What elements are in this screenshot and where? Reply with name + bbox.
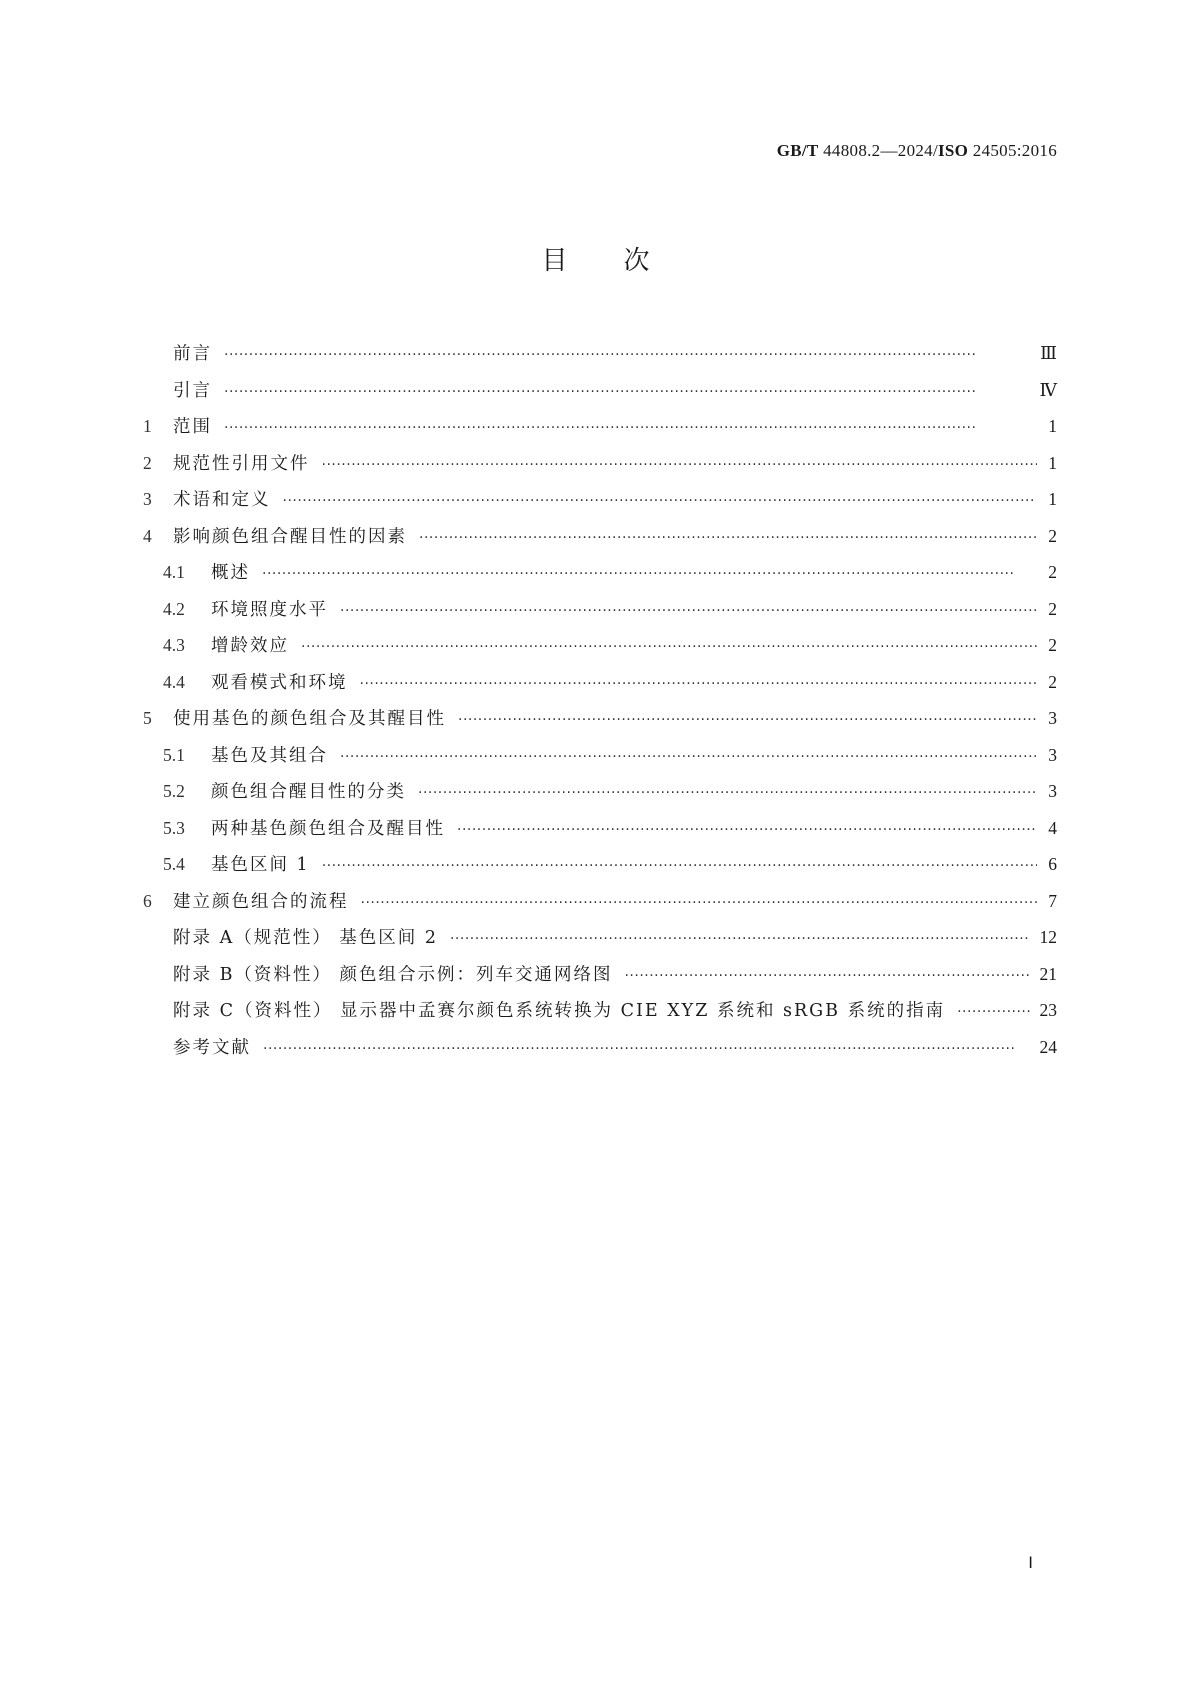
toc-entry-number: 4	[143, 525, 152, 546]
toc-entry-section-4[interactable]	[143, 523, 1057, 560]
toc-entry-number: 5.2	[163, 781, 185, 801]
toc-leader-dots	[419, 530, 1037, 546]
toc-entry-page: 21	[1039, 963, 1057, 984]
toc-leader-dots	[340, 603, 1037, 619]
toc-entry-number: 3	[143, 489, 152, 509]
toc-entry-number: 4.2	[163, 598, 185, 619]
toc-entry-4-2[interactable]	[143, 596, 1057, 633]
toc-leader-dots	[457, 822, 1037, 838]
toc-leader-dots	[450, 931, 1030, 947]
toc-entry-introduction[interactable]	[143, 377, 1057, 414]
toc-entry-5-4[interactable]	[143, 851, 1057, 888]
toc-leader-dots	[458, 712, 1037, 728]
toc-leader-dots	[224, 420, 1037, 436]
toc-entry-section-6[interactable]	[143, 888, 1057, 925]
toc-entry-label: 环境照度水平	[211, 599, 328, 620]
toc-entry-label: 基色及其组合	[211, 745, 328, 766]
toc-leader-dots	[224, 347, 1030, 363]
toc-entry-label: 使用基色的颜色组合及其醒目性	[173, 709, 446, 729]
standard-prefix: GB/T	[776, 141, 819, 160]
toc-entry-label: 增龄效应	[211, 636, 289, 656]
toc-entry-page: 3	[1048, 744, 1057, 765]
toc-entry-5-3[interactable]	[143, 815, 1057, 852]
toc-entry-page: 6	[1048, 854, 1057, 874]
toc-entry-4-3[interactable]	[143, 632, 1057, 669]
toc-entry-number: 4.4	[163, 671, 185, 692]
toc-leader-dots	[283, 493, 1038, 509]
toc-entry-page: 1	[1048, 452, 1057, 473]
toc-entry-5-2[interactable]	[143, 778, 1057, 815]
toc-entry-page: 2	[1048, 598, 1057, 619]
toc-entry-page: 23	[1039, 1000, 1057, 1020]
toc-entry-bibliography[interactable]	[143, 1034, 1057, 1071]
toc-entry-label: 观看模式和环境	[211, 672, 348, 693]
toc-entry-number: 5	[143, 708, 152, 728]
toc-leader-dots	[322, 858, 1037, 874]
toc-entry-foreword[interactable]	[143, 340, 1057, 377]
toc-entry-5-1[interactable]	[143, 742, 1057, 779]
toc-entry-label: 引言	[173, 380, 212, 401]
toc-entry-page: Ⅳ	[1039, 379, 1057, 400]
toc-entry-label: 术语和定义	[173, 490, 271, 510]
toc-leader-dots	[224, 384, 1030, 400]
toc-entry-page: 3	[1048, 781, 1057, 801]
iso-number: 24505:2016	[972, 141, 1057, 160]
toc-entry-number: 5.3	[163, 817, 185, 838]
toc-entry-page: 1	[1048, 489, 1057, 509]
toc-entry-number: 6	[143, 890, 152, 911]
table-of-contents	[143, 340, 1057, 1070]
toc-entry-annex-c[interactable]	[143, 997, 1057, 1034]
toc-entry-page: 2	[1048, 525, 1057, 546]
toc-entry-label: 规范性引用文件	[173, 453, 310, 474]
toc-entry-label: 附录 B（资料性） 颜色组合示例：列车交通网络图	[173, 964, 613, 985]
toc-entry-page: 2	[1048, 671, 1057, 692]
toc-entry-label: 范围	[173, 417, 212, 437]
toc-entry-page: 2	[1048, 562, 1057, 582]
toc-entry-label: 建立颜色组合的流程	[173, 891, 349, 912]
toc-entry-scope[interactable]	[143, 413, 1057, 450]
toc-entry-annex-b[interactable]	[143, 961, 1057, 998]
toc-entry-page: 7	[1048, 890, 1057, 911]
toc-leader-dots	[340, 749, 1037, 765]
toc-entry-number: 5.4	[163, 854, 185, 874]
toc-entry-label: 附录 A（规范性） 基色区间 2	[173, 928, 438, 948]
toc-entry-page: 1	[1048, 416, 1057, 436]
toc-leader-dots	[957, 1004, 1029, 1020]
toc-leader-dots	[263, 1041, 1030, 1057]
page-title: 目次	[541, 246, 706, 276]
toc-leader-dots	[262, 566, 1037, 582]
toc-entry-label: 参考文献	[173, 1037, 251, 1058]
toc-entry-page: 3	[1048, 708, 1057, 728]
toc-entry-number: 4.1	[163, 562, 185, 582]
page-number: Ⅰ	[1028, 1555, 1033, 1572]
toc-entry-label: 两种基色颜色组合及醒目性	[211, 818, 445, 839]
toc-entry-number: 4.3	[163, 635, 185, 655]
document-header	[777, 141, 1057, 161]
toc-leader-dots	[301, 639, 1037, 655]
toc-entry-page: Ⅲ	[1040, 343, 1057, 363]
toc-entry-number: 1	[143, 416, 152, 436]
toc-entry-4-1[interactable]	[143, 559, 1057, 596]
toc-entry-label: 影响颜色组合醒目性的因素	[173, 526, 407, 547]
toc-entry-annex-a[interactable]	[143, 924, 1057, 961]
toc-entry-label: 前言	[173, 344, 212, 364]
toc-entry-label: 基色区间 1	[211, 855, 310, 875]
toc-leader-dots	[360, 676, 1038, 692]
standard-number: 44808.2—2024/	[823, 141, 938, 160]
toc-entry-label: 概述	[211, 563, 250, 583]
toc-entry-label: 附录 C（资料性） 显示器中孟赛尔颜色系统转换为 CIE XYZ 系统和 sRGB 系统的指南	[173, 1001, 946, 1021]
toc-leader-dots	[361, 895, 1038, 911]
toc-entry-number: 2	[143, 452, 152, 473]
iso-prefix: ISO	[938, 141, 969, 160]
toc-entry-page: 12	[1039, 927, 1057, 947]
toc-entry-page: 24	[1039, 1036, 1057, 1057]
toc-entry-terms-definitions[interactable]	[143, 486, 1057, 523]
toc-entry-page: 4	[1048, 817, 1057, 838]
toc-entry-section-5[interactable]	[143, 705, 1057, 742]
toc-leader-dots	[322, 457, 1038, 473]
toc-leader-dots	[624, 968, 1029, 984]
toc-entry-page: 2	[1048, 635, 1057, 655]
toc-entry-number: 5.1	[163, 744, 185, 765]
toc-entry-label: 颜色组合醒目性的分类	[211, 782, 406, 802]
toc-leader-dots	[418, 785, 1037, 801]
toc-entry-4-4[interactable]	[143, 669, 1057, 706]
toc-entry-normative-references[interactable]	[143, 450, 1057, 487]
